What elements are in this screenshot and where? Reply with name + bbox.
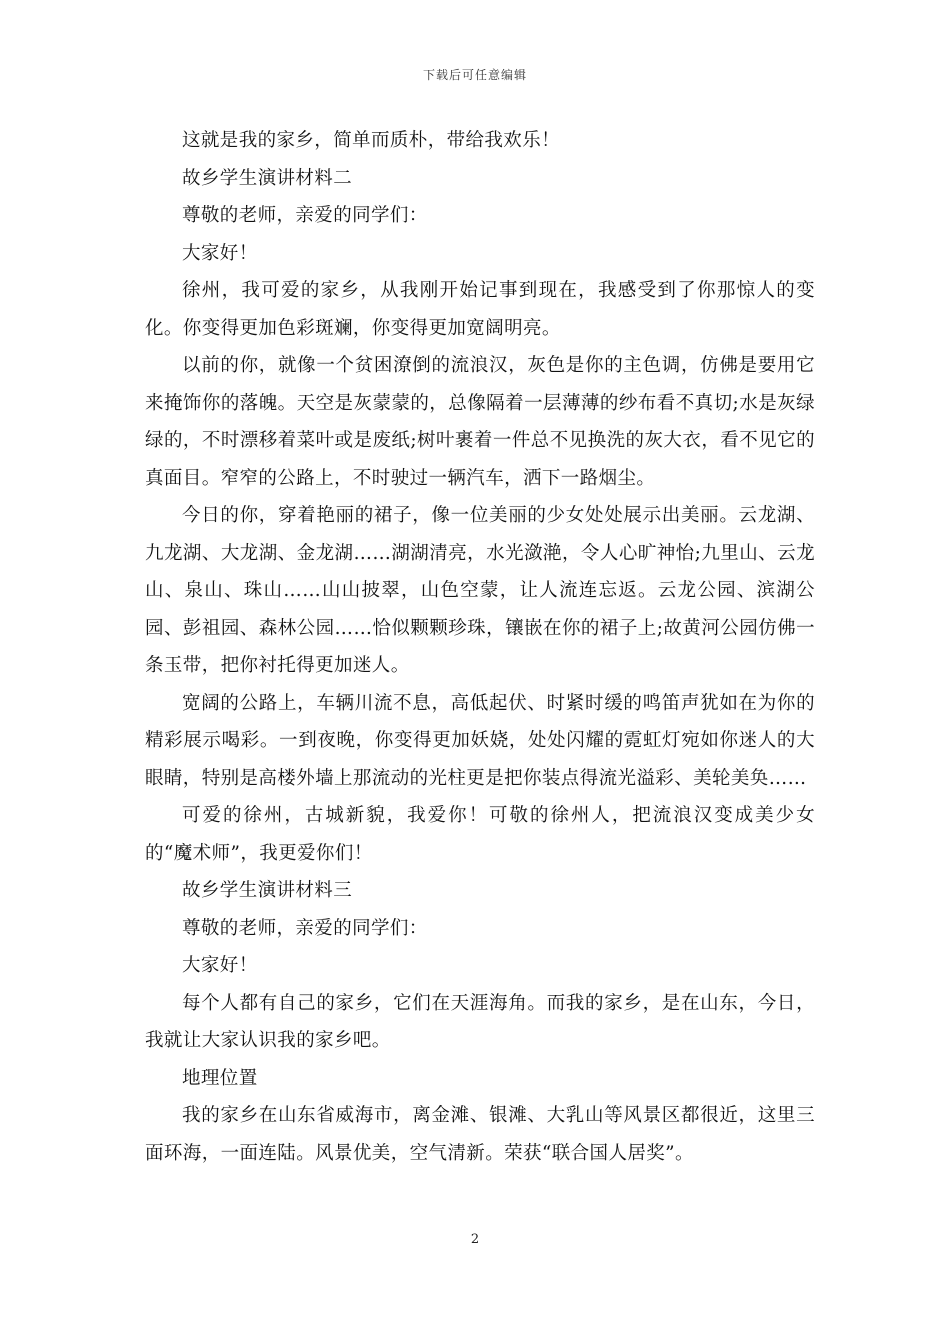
paragraph: 宽阔的公路上，车辆川流不息，高低起伏、时紧时缓的鸣笛声犹如在为你的精彩展示喝彩。一到夜晚，你变得更加妖娆，处处闪耀的霓虹灯宛如你迷人的大眼睛，特别是高楼外墙上那流动的光柱更是把你装点得流光溢彩、美轮美奂…… xyxy=(145,692,815,789)
paragraph: 今日的你，穿着艳丽的裙子，像一位美丽的少女处处展示出美丽。云龙湖、九龙湖、大龙湖、金龙湖……湖湖清亮，水光潋滟，令人心旷神怡;九里山、云龙山、泉山、珠山……山山披翠，山色空蒙，让人流连忘返。云龙公园、滨湖公园、彭祖园、森林公园……恰似颗颗珍珠，镶嵌在你的裙子上;故黄河公园仿佛一条玉带，把你衬托得更加迷人。 xyxy=(145,505,815,676)
salutation: 尊敬的老师，亲爱的同学们： xyxy=(182,205,428,226)
paragraph: 徐州，我可爱的家乡，从我刚开始记事到现在，我感受到了你那惊人的变化。你变得更加色彩斑斓，你变得更加宽阔明亮。 xyxy=(145,280,815,339)
greeting: 大家好！ xyxy=(182,955,258,976)
paragraph: 可爱的徐州，古城新貌，我爱你！可敬的徐州人，把流浪汉变成美少女的“魔术师”，我更爱你们！ xyxy=(145,805,815,864)
paragraph: 我的家乡在山东省威海市，离金滩、银滩、大乳山等风景区都很近，这里三面环海，一面连陆。风景优美，空气清新。荣获“联合国人居奖”。 xyxy=(145,1105,815,1164)
greeting: 大家好！ xyxy=(182,242,258,264)
page-number: 2 xyxy=(470,1232,480,1247)
subheading: 地理位置 xyxy=(182,1067,258,1089)
section-title: 故乡学生演讲材料二 xyxy=(182,167,353,189)
paragraph: 以前的你，就像一个贫困潦倒的流浪汉，灰色是你的主色调，仿佛是要用它来掩饰你的落魄。天空是灰蒙蒙的，总像隔着一层薄薄的纱布看不真切;水是灰绿绿的，不时漂移着菜叶或是废纸;树叶裹着一件总不见换洗的灰大衣，看不见它的真面目。窄窄的公路上，不时驶过一辆汽车，洒下一路烟尘。 xyxy=(145,355,815,489)
salutation: 尊敬的老师，亲爱的同学们： xyxy=(182,917,428,939)
document-body xyxy=(145,122,815,1172)
section-title: 故乡学生演讲材料三 xyxy=(182,880,353,901)
page-header-note: 下载后可任意编辑 xyxy=(422,68,527,82)
paragraph: 这就是我的家乡，简单而质朴，带给我欢乐！ xyxy=(182,130,561,151)
paragraph: 每个人都有自己的家乡，它们在天涯海角。而我的家乡，是在山东，今日，我就让大家认识我的家乡吧。 xyxy=(145,992,815,1051)
